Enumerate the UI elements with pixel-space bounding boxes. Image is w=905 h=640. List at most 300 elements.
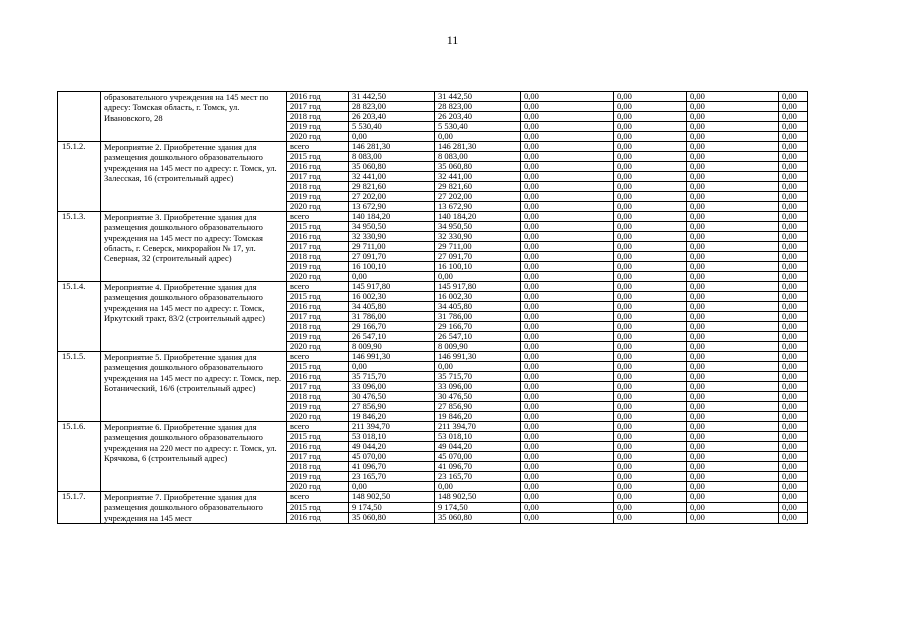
amount-cell: 0,00 [614, 322, 687, 332]
amount-cell: 0,00 [349, 362, 435, 372]
amount-cell: 0,00 [779, 472, 808, 482]
amount-cell: 0,00 [521, 292, 614, 302]
measure-description: Мероприятие 3. Приобретение здания для размещения дошкольного образовательного учреждения на 145 мест по адресу: Томская область, г. Северск, микрорайон № 17, ул. Северная, 32 (строительный адрес) [101, 212, 287, 282]
amount-cell: 16 100,10 [349, 262, 435, 272]
amount-cell: 0,00 [521, 142, 614, 152]
amount-cell: 0,00 [614, 352, 687, 362]
amount-cell: 29 166,70 [349, 322, 435, 332]
amount-cell: 0,00 [779, 212, 808, 222]
amount-cell: 0,00 [779, 402, 808, 412]
amount-cell: 0,00 [614, 122, 687, 132]
amount-cell: 0,00 [614, 482, 687, 492]
measure-description: Мероприятие 5. Приобретение здания для размещения дошкольного образовательного учреждения на 145 мест по адресу: г. Томск, пер. Ботанический, 16/6 (строительный адрес) [101, 352, 287, 422]
amount-cell: 0,00 [521, 342, 614, 352]
amount-cell: 0,00 [687, 222, 779, 232]
amount-cell: 0,00 [521, 332, 614, 342]
amount-cell: 0,00 [779, 442, 808, 452]
amount-cell: 0,00 [614, 162, 687, 172]
measure-code: 15.1.6. [58, 422, 101, 492]
amount-cell: 35 715,70 [349, 372, 435, 382]
amount-cell: 0,00 [614, 422, 687, 432]
amount-cell: 0,00 [779, 282, 808, 292]
amount-cell: 0,00 [779, 292, 808, 302]
amount-cell: 140 184,20 [435, 212, 521, 222]
amount-cell: 0,00 [687, 172, 779, 182]
amount-cell: 0,00 [687, 112, 779, 122]
amount-cell: 0,00 [687, 392, 779, 402]
period-cell: 2015 год [287, 152, 349, 162]
amount-cell: 0,00 [687, 513, 779, 524]
amount-cell: 0,00 [779, 342, 808, 352]
amount-cell: 35 060,80 [435, 513, 521, 524]
amount-cell: 32 330,90 [435, 232, 521, 242]
amount-cell: 0,00 [779, 162, 808, 172]
amount-cell: 49 044,20 [435, 442, 521, 452]
amount-cell: 0,00 [521, 132, 614, 142]
measure-description: образовательного учреждения на 145 мест по адресу: Томская область, г. Томск, ул. Ивановского, 28 [101, 92, 287, 142]
period-cell: 2017 год [287, 312, 349, 322]
period-cell: 2016 год [287, 92, 349, 102]
amount-cell: 0,00 [614, 252, 687, 262]
amount-cell: 41 096,70 [349, 462, 435, 472]
amount-cell: 0,00 [687, 242, 779, 252]
amount-cell: 9 174,50 [349, 502, 435, 513]
amount-cell: 146 281,30 [435, 142, 521, 152]
period-cell: 2019 год [287, 122, 349, 132]
amount-cell: 0,00 [779, 92, 808, 102]
amount-cell: 0,00 [687, 462, 779, 472]
amount-cell: 0,00 [435, 132, 521, 142]
amount-cell: 0,00 [614, 472, 687, 482]
amount-cell: 27 856,90 [349, 402, 435, 412]
amount-cell: 0,00 [779, 362, 808, 372]
period-cell: 2020 год [287, 412, 349, 422]
amount-cell: 0,00 [614, 402, 687, 412]
amount-cell: 28 823,00 [349, 102, 435, 112]
measure-code: 15.1.7. [58, 492, 101, 524]
measure-description: Мероприятие 7. Приобретение здания для размещения дошкольного образовательного учреждения на 145 мест [101, 492, 287, 524]
amount-cell: 0,00 [687, 432, 779, 442]
period-cell: всего [287, 352, 349, 362]
amount-cell: 0,00 [521, 172, 614, 182]
period-cell: 2016 год [287, 302, 349, 312]
amount-cell: 0,00 [779, 242, 808, 252]
amount-cell: 0,00 [779, 172, 808, 182]
amount-cell: 41 096,70 [435, 462, 521, 472]
amount-cell: 31 786,00 [349, 312, 435, 322]
amount-cell: 0,00 [614, 172, 687, 182]
table-row [58, 352, 808, 362]
amount-cell: 5 530,40 [349, 122, 435, 132]
amount-cell: 35 060,80 [349, 513, 435, 524]
amount-cell: 0,00 [779, 392, 808, 402]
amount-cell: 35 060,80 [349, 162, 435, 172]
amount-cell: 0,00 [687, 442, 779, 452]
table-row [58, 92, 808, 102]
amount-cell: 0,00 [521, 452, 614, 462]
amount-cell: 8 083,00 [435, 152, 521, 162]
amount-cell: 16 100,10 [435, 262, 521, 272]
period-cell: 2020 год [287, 342, 349, 352]
amount-cell: 0,00 [687, 472, 779, 482]
period-cell: 2015 год [287, 222, 349, 232]
amount-cell: 0,00 [779, 312, 808, 322]
amount-cell: 0,00 [521, 192, 614, 202]
amount-cell: 23 165,70 [349, 472, 435, 482]
amount-cell: 0,00 [614, 502, 687, 513]
amount-cell: 0,00 [521, 513, 614, 524]
amount-cell: 45 070,00 [349, 452, 435, 462]
amount-cell: 27 856,90 [435, 402, 521, 412]
amount-cell: 0,00 [614, 222, 687, 232]
amount-cell: 0,00 [779, 382, 808, 392]
period-cell: 2018 год [287, 252, 349, 262]
amount-cell: 211 394,70 [349, 422, 435, 432]
amount-cell: 0,00 [779, 132, 808, 142]
amount-cell: 0,00 [687, 252, 779, 262]
amount-cell: 0,00 [687, 402, 779, 412]
period-cell: 2016 год [287, 162, 349, 172]
amount-cell: 0,00 [687, 422, 779, 432]
amount-cell: 0,00 [614, 462, 687, 472]
amount-cell: 16 002,30 [435, 292, 521, 302]
amount-cell: 0,00 [521, 242, 614, 252]
period-cell: 2015 год [287, 362, 349, 372]
period-cell: 2019 год [287, 402, 349, 412]
amount-cell: 0,00 [779, 122, 808, 132]
amount-cell: 0,00 [614, 132, 687, 142]
measure-code: 15.1.4. [58, 282, 101, 352]
amount-cell: 32 441,00 [435, 172, 521, 182]
amount-cell: 34 405,80 [435, 302, 521, 312]
period-cell: всего [287, 212, 349, 222]
amount-cell: 0,00 [687, 102, 779, 112]
amount-cell: 35 060,80 [435, 162, 521, 172]
amount-cell: 16 002,30 [349, 292, 435, 302]
amount-cell: 0,00 [779, 202, 808, 212]
amount-cell: 0,00 [779, 352, 808, 362]
amount-cell: 0,00 [779, 412, 808, 422]
amount-cell: 0,00 [779, 372, 808, 382]
period-cell: 2016 год [287, 232, 349, 242]
amount-cell: 32 441,00 [349, 172, 435, 182]
amount-cell: 0,00 [779, 452, 808, 462]
period-cell: всего [287, 282, 349, 292]
table-row [58, 212, 808, 222]
amount-cell: 26 547,10 [349, 332, 435, 342]
amount-cell: 0,00 [521, 502, 614, 513]
amount-cell: 145 917,80 [435, 282, 521, 292]
amount-cell: 0,00 [435, 362, 521, 372]
amount-cell: 0,00 [687, 312, 779, 322]
period-cell: 2017 год [287, 242, 349, 252]
amount-cell: 31 442,50 [349, 92, 435, 102]
amount-cell: 0,00 [779, 182, 808, 192]
amount-cell: 0,00 [614, 382, 687, 392]
period-cell: 2018 год [287, 462, 349, 472]
measure-description: Мероприятие 6. Приобретение здания для размещения дошкольного образовательного учреждения на 220 мест по адресу: г. Томск, ул. Крячкова, 6 (строительный адрес) [101, 422, 287, 492]
amount-cell: 0,00 [614, 182, 687, 192]
period-cell: 2019 год [287, 192, 349, 202]
period-cell: 2015 год [287, 292, 349, 302]
amount-cell: 27 091,70 [349, 252, 435, 262]
amount-cell: 0,00 [614, 212, 687, 222]
amount-cell: 19 846,20 [349, 412, 435, 422]
amount-cell: 19 846,20 [435, 412, 521, 422]
amount-cell: 0,00 [521, 232, 614, 242]
amount-cell: 0,00 [687, 192, 779, 202]
amount-cell: 8 009,90 [349, 342, 435, 352]
amount-cell: 0,00 [779, 502, 808, 513]
page-number: 11 [446, 33, 459, 47]
amount-cell: 0,00 [687, 212, 779, 222]
period-cell: 2016 год [287, 372, 349, 382]
period-cell: 2020 год [287, 202, 349, 212]
amount-cell: 0,00 [687, 92, 779, 102]
amount-cell: 0,00 [687, 342, 779, 352]
amount-cell: 29 711,00 [435, 242, 521, 252]
amount-cell: 26 203,40 [349, 112, 435, 122]
measure-code [58, 92, 101, 142]
amount-cell: 0,00 [521, 252, 614, 262]
amount-cell: 0,00 [521, 352, 614, 362]
amount-cell: 0,00 [521, 432, 614, 442]
amount-cell: 29 166,70 [435, 322, 521, 332]
amount-cell: 34 405,80 [349, 302, 435, 312]
period-cell: 2017 год [287, 102, 349, 112]
amount-cell: 0,00 [687, 502, 779, 513]
amount-cell: 27 091,70 [435, 252, 521, 262]
amount-cell: 0,00 [521, 92, 614, 102]
amount-cell: 145 917,80 [349, 282, 435, 292]
amount-cell: 0,00 [521, 112, 614, 122]
amount-cell: 0,00 [687, 372, 779, 382]
amount-cell: 0,00 [614, 452, 687, 462]
amount-cell: 9 174,50 [435, 502, 521, 513]
amount-cell: 0,00 [521, 442, 614, 452]
amount-cell: 148 902,50 [435, 492, 521, 503]
amount-cell: 0,00 [614, 242, 687, 252]
amount-cell: 5 530,40 [435, 122, 521, 132]
measure-code: 15.1.3. [58, 212, 101, 282]
amount-cell: 53 018,10 [435, 432, 521, 442]
amount-cell: 26 203,40 [435, 112, 521, 122]
amount-cell: 0,00 [521, 272, 614, 282]
amount-cell: 0,00 [521, 102, 614, 112]
amount-cell: 0,00 [614, 282, 687, 292]
amount-cell: 0,00 [614, 513, 687, 524]
amount-cell: 0,00 [687, 232, 779, 242]
amount-cell: 0,00 [521, 312, 614, 322]
amount-cell: 0,00 [779, 142, 808, 152]
amount-cell: 0,00 [614, 392, 687, 402]
amount-cell: 0,00 [614, 202, 687, 212]
amount-cell: 0,00 [521, 122, 614, 132]
amount-cell: 33 096,00 [435, 382, 521, 392]
amount-cell: 0,00 [687, 122, 779, 132]
amount-cell: 0,00 [614, 442, 687, 452]
amount-cell: 0,00 [521, 372, 614, 382]
amount-cell: 31 442,50 [435, 92, 521, 102]
amount-cell: 0,00 [435, 272, 521, 282]
amount-cell: 0,00 [779, 252, 808, 262]
amount-cell: 29 821,60 [435, 182, 521, 192]
amount-cell: 0,00 [779, 513, 808, 524]
table-row [58, 282, 808, 292]
amount-cell: 30 476,50 [349, 392, 435, 402]
amount-cell: 0,00 [687, 352, 779, 362]
amount-cell: 13 672,90 [435, 202, 521, 212]
amount-cell: 32 330,90 [349, 232, 435, 242]
amount-cell: 29 821,60 [349, 182, 435, 192]
amount-cell: 0,00 [521, 262, 614, 272]
amount-cell: 0,00 [687, 142, 779, 152]
amount-cell: 0,00 [614, 292, 687, 302]
amount-cell: 0,00 [521, 422, 614, 432]
measure-description: Мероприятие 2. Приобретение здания для размещения дошкольного образовательного учреждения на 145 мест по адресу: г. Томск, ул. Залесская, 16 (строительный адрес) [101, 142, 287, 212]
amount-cell: 0,00 [687, 132, 779, 142]
amount-cell: 0,00 [687, 332, 779, 342]
amount-cell: 0,00 [614, 362, 687, 372]
amount-cell: 45 070,00 [435, 452, 521, 462]
measure-description: Мероприятие 4. Приобретение здания для размещения дошкольного образовательного учреждения на 145 мест по адресу: г. Томск, Иркутский тракт, 83/2 (строительный адрес) [101, 282, 287, 352]
period-cell: 2020 год [287, 272, 349, 282]
amount-cell: 0,00 [779, 492, 808, 503]
amount-cell: 0,00 [614, 372, 687, 382]
amount-cell: 140 184,20 [349, 212, 435, 222]
amount-cell: 0,00 [614, 152, 687, 162]
period-cell: 2016 год [287, 513, 349, 524]
period-cell: 2020 год [287, 482, 349, 492]
amount-cell: 0,00 [614, 312, 687, 322]
amount-cell: 0,00 [779, 232, 808, 242]
period-cell: 2018 год [287, 182, 349, 192]
amount-cell: 0,00 [614, 112, 687, 122]
amount-cell: 0,00 [521, 492, 614, 503]
amount-cell: 0,00 [614, 92, 687, 102]
amount-cell: 146 991,30 [435, 352, 521, 362]
amount-cell: 0,00 [687, 272, 779, 282]
period-cell: всего [287, 422, 349, 432]
amount-cell: 0,00 [779, 152, 808, 162]
period-cell: 2018 год [287, 392, 349, 402]
amount-cell: 33 096,00 [349, 382, 435, 392]
amount-cell: 35 715,70 [435, 372, 521, 382]
amount-cell: 0,00 [521, 362, 614, 372]
amount-cell: 0,00 [687, 262, 779, 272]
amount-cell: 211 394,70 [435, 422, 521, 432]
amount-cell: 0,00 [779, 262, 808, 272]
amount-cell: 8 083,00 [349, 152, 435, 162]
amount-cell: 0,00 [614, 232, 687, 242]
amount-cell: 0,00 [779, 272, 808, 282]
amount-cell: 0,00 [521, 382, 614, 392]
amount-cell: 0,00 [779, 302, 808, 312]
amount-cell: 0,00 [687, 282, 779, 292]
amount-cell: 0,00 [687, 182, 779, 192]
amount-cell: 0,00 [349, 272, 435, 282]
amount-cell: 34 950,50 [349, 222, 435, 232]
amount-cell: 0,00 [614, 412, 687, 422]
amount-cell: 0,00 [687, 322, 779, 332]
amount-cell: 0,00 [521, 322, 614, 332]
amount-cell: 0,00 [779, 112, 808, 122]
amount-cell: 0,00 [779, 102, 808, 112]
amount-cell: 0,00 [779, 222, 808, 232]
amount-cell: 27 202,00 [349, 192, 435, 202]
amount-cell: 0,00 [614, 332, 687, 342]
amount-cell: 0,00 [614, 302, 687, 312]
amount-cell: 0,00 [687, 362, 779, 372]
amount-cell: 0,00 [435, 482, 521, 492]
amount-cell: 53 018,10 [349, 432, 435, 442]
amount-cell: 0,00 [521, 462, 614, 472]
period-cell: 2016 год [287, 442, 349, 452]
amount-cell: 0,00 [521, 152, 614, 162]
amount-cell: 0,00 [779, 422, 808, 432]
funding-table [57, 91, 808, 524]
amount-cell: 0,00 [614, 272, 687, 282]
period-cell: 2018 год [287, 322, 349, 332]
amount-cell: 0,00 [521, 472, 614, 482]
amount-cell: 0,00 [521, 402, 614, 412]
amount-cell: 0,00 [521, 212, 614, 222]
amount-cell: 0,00 [687, 492, 779, 503]
period-cell: 2017 год [287, 172, 349, 182]
amount-cell: 0,00 [779, 332, 808, 342]
amount-cell: 27 202,00 [435, 192, 521, 202]
amount-cell: 0,00 [614, 192, 687, 202]
period-cell: 2019 год [287, 332, 349, 342]
amount-cell: 0,00 [687, 162, 779, 172]
amount-cell: 0,00 [779, 322, 808, 332]
measure-code: 15.1.2. [58, 142, 101, 212]
amount-cell: 0,00 [521, 222, 614, 232]
amount-cell: 23 165,70 [435, 472, 521, 482]
amount-cell: 146 281,30 [349, 142, 435, 152]
amount-cell: 0,00 [521, 482, 614, 492]
table-row [58, 492, 808, 503]
amount-cell: 0,00 [779, 432, 808, 442]
amount-cell: 0,00 [687, 412, 779, 422]
amount-cell: 0,00 [614, 432, 687, 442]
period-cell: 2018 год [287, 112, 349, 122]
period-cell: 2017 год [287, 452, 349, 462]
amount-cell: 0,00 [521, 412, 614, 422]
amount-cell: 0,00 [349, 132, 435, 142]
period-cell: 2019 год [287, 262, 349, 272]
amount-cell: 0,00 [521, 392, 614, 402]
amount-cell: 0,00 [521, 202, 614, 212]
amount-cell: 13 672,90 [349, 202, 435, 212]
amount-cell: 34 950,50 [435, 222, 521, 232]
amount-cell: 0,00 [687, 292, 779, 302]
amount-cell: 49 044,20 [349, 442, 435, 452]
period-cell: 2017 год [287, 382, 349, 392]
amount-cell: 0,00 [687, 452, 779, 462]
period-cell: всего [287, 142, 349, 152]
amount-cell: 26 547,10 [435, 332, 521, 342]
period-cell: 2019 год [287, 472, 349, 482]
table-row [58, 422, 808, 432]
amount-cell: 0,00 [687, 152, 779, 162]
amount-cell: 0,00 [349, 482, 435, 492]
amount-cell: 0,00 [779, 192, 808, 202]
amount-cell: 0,00 [614, 142, 687, 152]
period-cell: 2020 год [287, 132, 349, 142]
period-cell: 2015 год [287, 432, 349, 442]
amount-cell: 0,00 [614, 342, 687, 352]
